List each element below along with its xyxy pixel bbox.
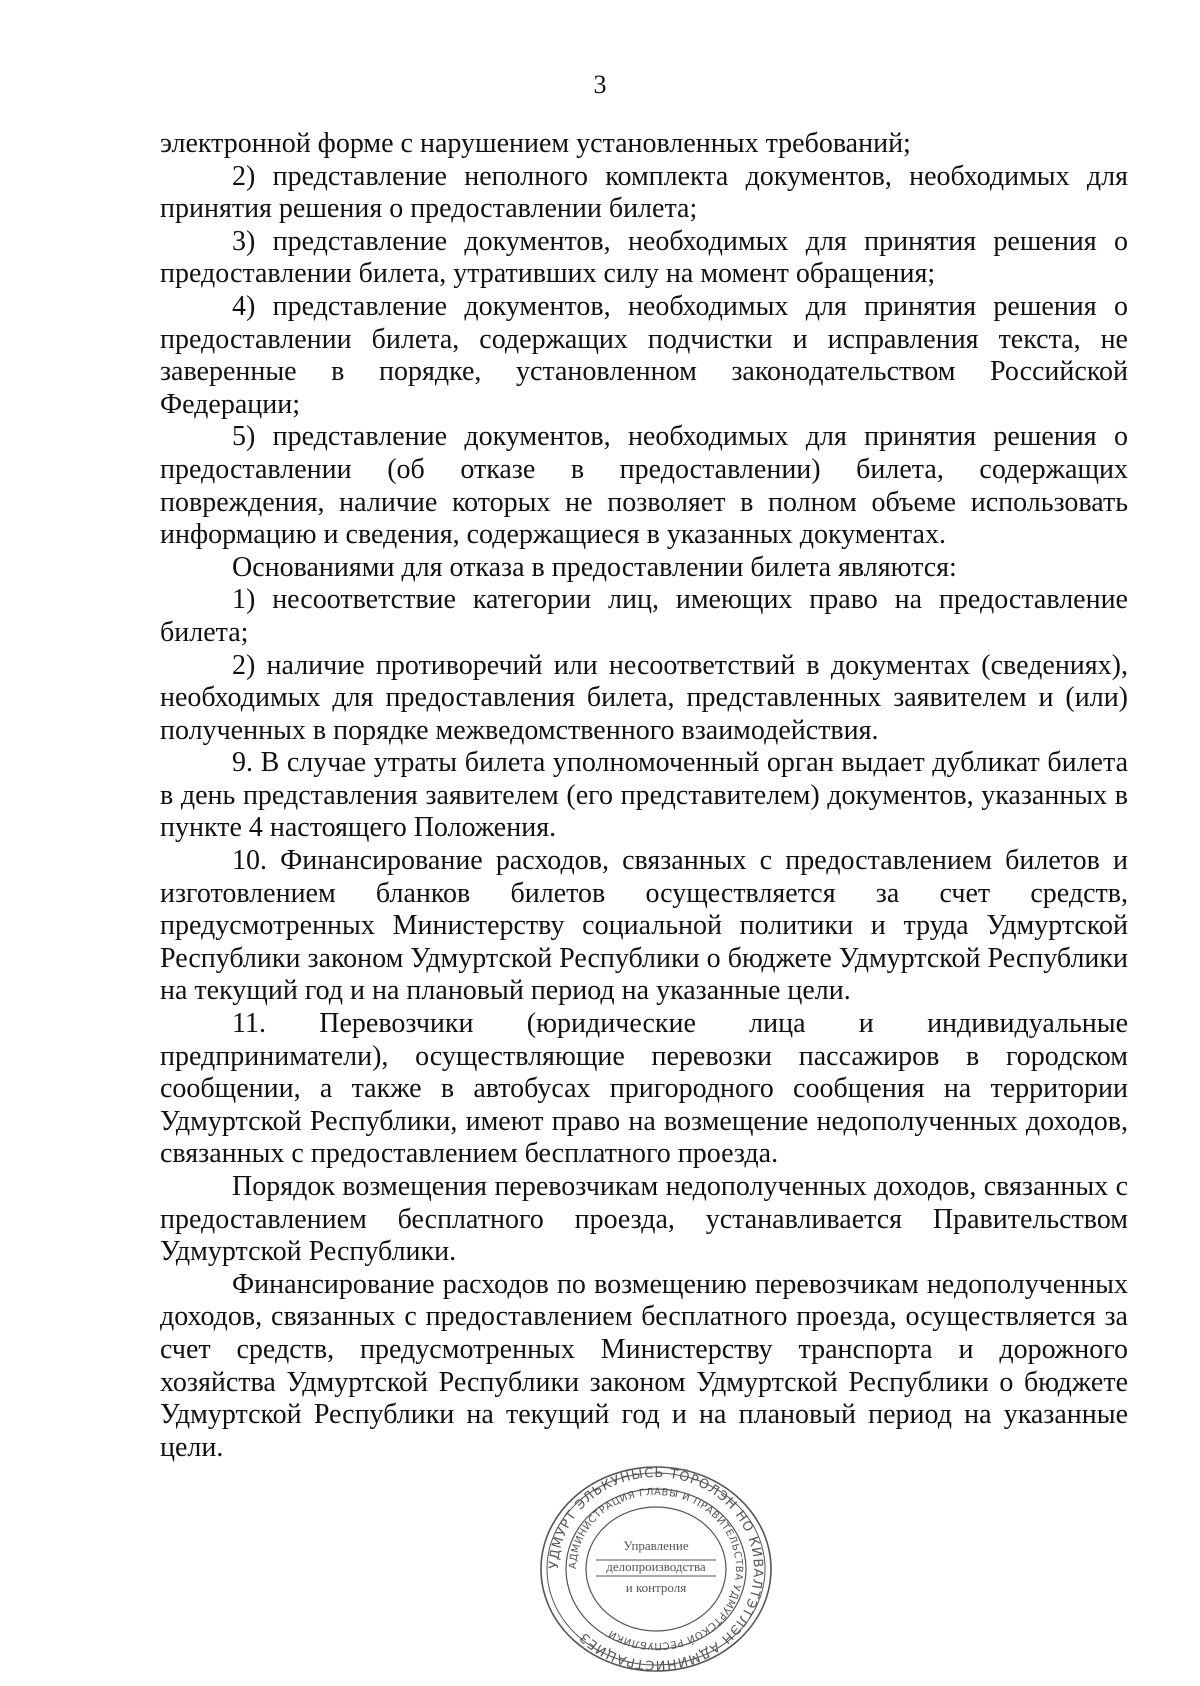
paragraph-7: 1) несоответствие категории лиц, имеющих право на предоставление билета;: [160, 584, 1128, 648]
page-number: 3: [593, 70, 607, 99]
paragraph-4: 4) представление документов, необходимых для принятия решения о предоставлении билета, содержащих подчистки и исправления текста, не заверенные в порядке, установленном законодательством Российской Федерации;: [160, 290, 1128, 420]
paragraph-1: электронной форме с нарушением установленных требований;: [160, 128, 911, 159]
paragraph-13: Финансирование расходов по возмещению перевозчикам недополученных доходов, связанных с предоставлением бесплатного проезда, осуществляется за счет средств, предусмотренных Министерству транспорта и дорожного хозяйства Удмуртской Республики законом Удмуртской Республики о бюджете Удмуртской Республики на текущий год и на плановый период на указанные цели.: [160, 1268, 1128, 1463]
paragraph-10: 10. Финансирование расходов, связанных с предоставлением билетов и изготовлением бланков билетов осуществляется за счет средств, предусмотренных Министерству социальной политики и труда Удмуртской Республики законом Удмуртской Республики о бюджете Удмуртской Республики на текущий год и на плановый период на указанные цели.: [160, 845, 1128, 1007]
seal-center-line-3: и контроля: [625, 1580, 687, 1595]
paragraph-5: 5) представление документов, необходимых для принятия решения о предоставлении (об отказе в предоставлении) билета, содержащих повреждения, наличие которых не позволяет в полном объеме использовать информацию и сведения, содержащиеся в указанных документах.: [160, 421, 1128, 551]
paragraph-11: 11. Перевозчики (юридические лица и индивидуальные предприниматели), осуществляющие перевозки пассажиров в городском сообщении, а также в автобусах пригородного сообщения на территории Удмуртской Республики, имеют право на возмещение недополученных доходов, связанных с предоставлением бесплатного проезда.: [160, 1008, 1128, 1170]
paragraph-8: 2) наличие противоречий или несоответствий в документах (сведениях), необходимых для предоставления билета, представленных заявителем и (или) полученных в порядке межведомственного взаимодействия.: [160, 649, 1128, 746]
paragraph-2: 2) представление неполного комплекта документов, необходимых для принятия решения о предоставлении билета;: [160, 160, 1128, 225]
paragraph-12: Порядок возмещения перевозчикам недополученных доходов, связанных с предоставлением бесплатного проезда, устанавливается Правительством Удмуртской Республики.: [160, 1171, 1128, 1268]
seal-center-line-2: делопроизводства: [606, 1559, 706, 1574]
paragraph-6: Основаниями для отказа в предоставлении билета являются:: [232, 551, 957, 583]
seal-outer-text: УДМУРТ ЭЛЬКУНЫСЬ ТӦРОЛЭН НО КИВАЛТЭТЛЭН АДМИНИСТРАЦИЕЗ: [546, 1465, 766, 1673]
document-body: [160, 128, 1128, 1464]
paragraph-3: 3) представление документов, необходимых для принятия решения о предоставлении билета, утративших силу на момент обращения;: [160, 225, 1128, 290]
paragraph-9: 9. В случае утраты билета уполномоченный орган выдает дубликат билета в день представления заявителем (его представителем) документов, указанных в пункте 4 настоящего Положения.: [160, 747, 1128, 844]
seal-center-line-1: Управление: [623, 1538, 689, 1553]
official-seal: [538, 1464, 774, 1674]
seal-inner-text: АДМИНИСТРАЦИЯ ГЛАВЫ И ПРАВИТЕЛЬСТВА УДМУРТСКОЙ РЕСПУБЛИКИ: [567, 1486, 745, 1652]
